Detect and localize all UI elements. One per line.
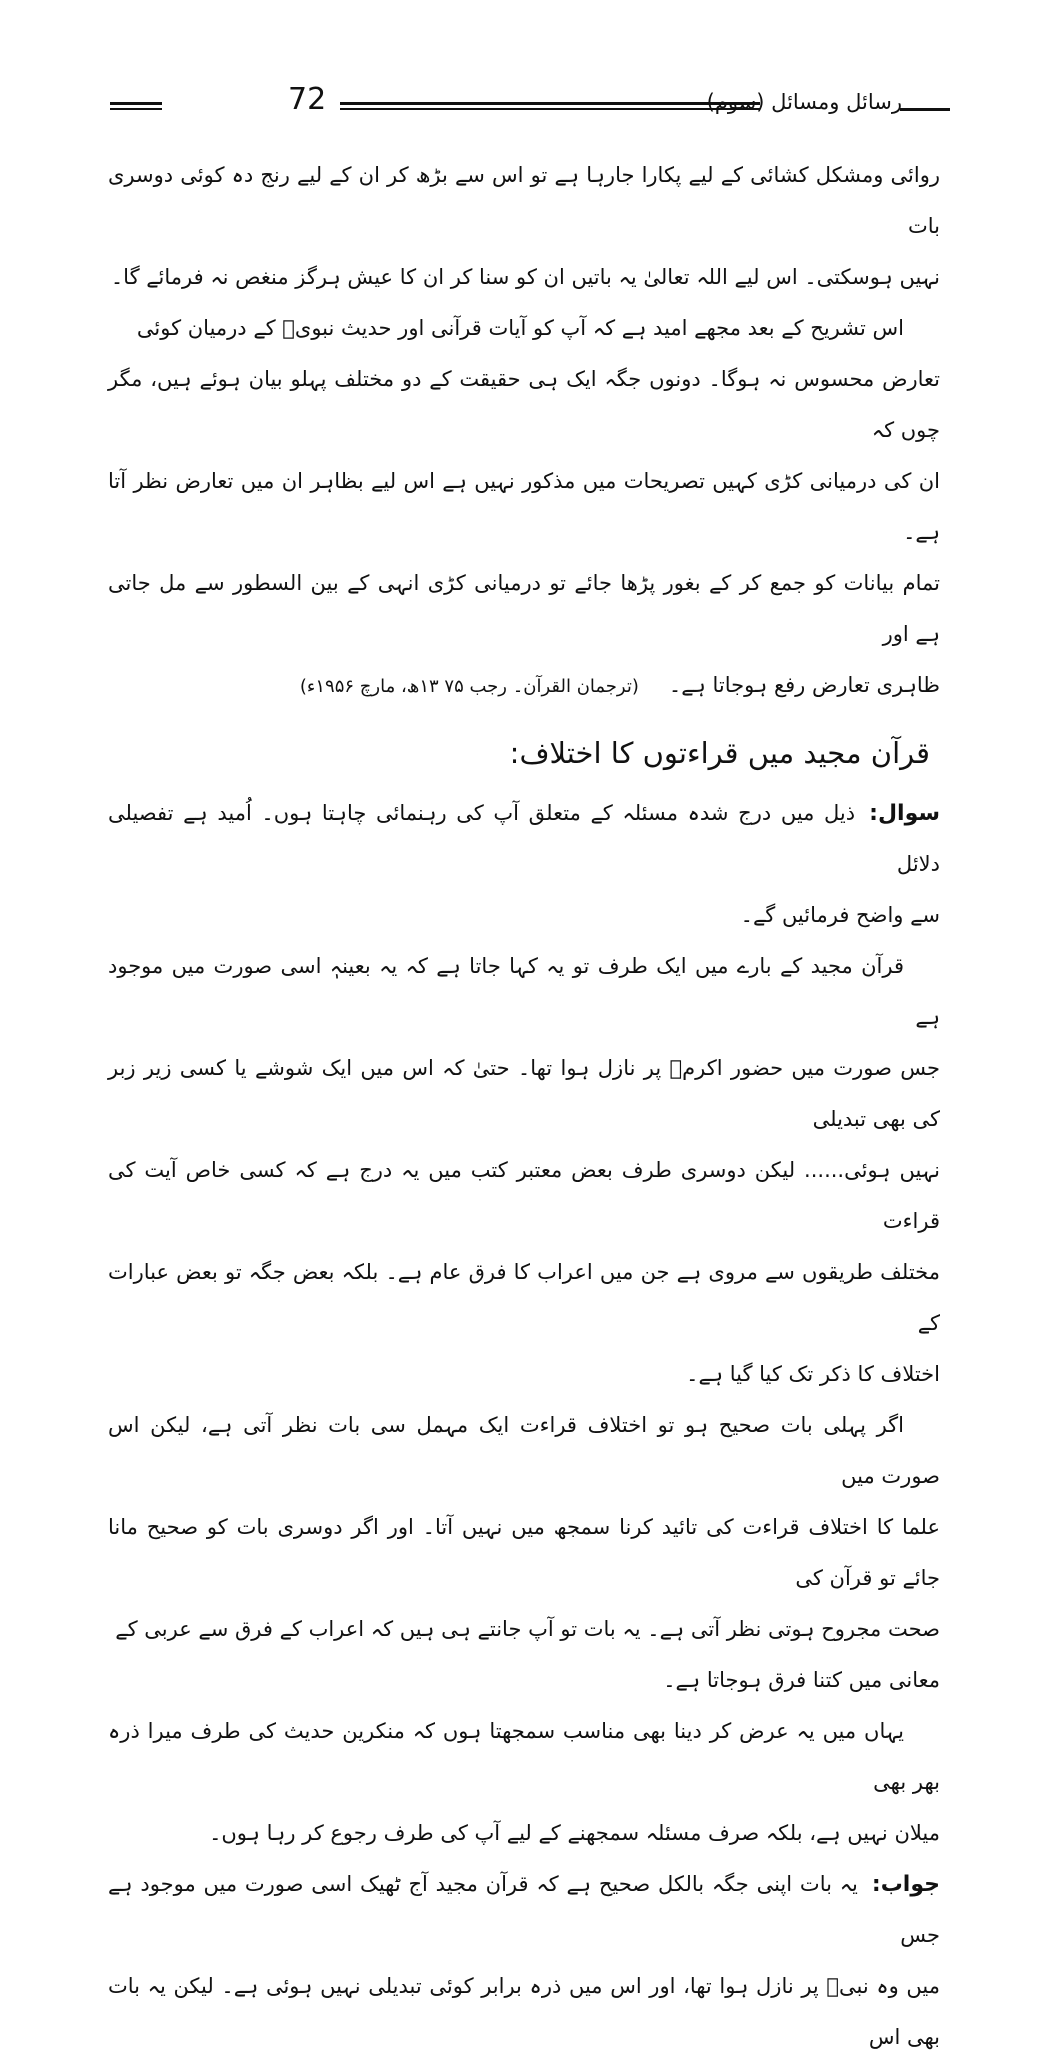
header-rule-left	[110, 102, 162, 105]
text-line: جس صورت میں حضور اکرمؐ پر نازل ہوا تھا۔ حتیٰ کہ اس میں ایک شوشے یا کسی زیر زبر کی بھی تبدیلی	[108, 1056, 940, 1131]
page-body	[108, 150, 940, 2063]
text-line: قرآن مجید کے بارے میں ایک طرف تو یہ کہا جاتا ہے کہ یہ بعینہٖ اسی صورت میں موجود ہے	[108, 954, 940, 1029]
text-line: ذیل میں درج شدہ مسئلہ کے متعلق آپ کی رہنمائی چاہتا ہوں۔ اُمید ہے تفصیلی دلائل	[108, 801, 940, 876]
text-line: نہیں ہوسکتی۔ اس لیے اللہ تعالیٰ یہ باتیں ان کو سنا کر ان کا عیش ہرگز منغص نہ فرمائے گا۔	[110, 265, 940, 289]
text-line: صحت مجروح ہوتی نظر آتی ہے۔ یہ بات تو آپ جانتے ہی ہیں کہ اعراب کے فرق سے عربی کے	[115, 1617, 940, 1641]
text-line: ان کی درمیانی کڑی کہیں تصریحات میں مذکور نہیں ہے اس لیے بظاہر ان میں تعارض نظر آتا ہے۔	[108, 469, 940, 544]
text-line: مختلف طریقوں سے مروی ہے جن میں اعراب کا فرق عام ہے۔ بلکہ بعض جگہ تو بعض عبارات کے	[108, 1260, 940, 1335]
text-line: اگر پہلی بات صحیح ہو تو اختلاف قراءت ایک مہمل سی بات نظر آتی ہے، لیکن اس صورت میں	[108, 1413, 940, 1488]
text-line: یہ بات اپنی جگہ بالکل صحیح ہے کہ قرآن مجید آج ٹھیک اسی صورت میں موجود ہے جس	[108, 1872, 940, 1947]
running-title: رسائل ومسائل (سوم)	[706, 90, 902, 114]
header-rule-right	[900, 108, 950, 111]
text-line: اس تشریح کے بعد مجھے امید ہے کہ آپ کو آیات قرآنی اور حدیث نبویؐ کے درمیان کوئی	[136, 316, 904, 340]
question-line	[108, 788, 940, 890]
text-line: تعارض محسوس نہ ہوگا۔ دونوں جگہ ایک ہی حقیقت کے دو مختلف پہلو بیان ہوئے ہیں، مگر چوں کہ	[108, 367, 940, 442]
header-rule-middle-2	[340, 108, 760, 110]
section-heading: قرآن مجید میں قراءتوں کا اختلاف:	[509, 736, 930, 770]
text-line: معانی میں کتنا فرق ہوجاتا ہے۔	[663, 1668, 940, 1692]
text-line: نہیں ہوئی...... لیکن دوسری طرف بعض معتبر کتب میں یہ درج ہے کہ کسی خاص آیت کی قراءت	[108, 1158, 940, 1233]
text-line: سے واضح فرمائیں گے۔	[740, 903, 940, 927]
answer-line	[108, 1859, 940, 1961]
question-label: سوال:	[869, 801, 940, 826]
text-line-with-citation	[108, 660, 940, 712]
citation: (ترجمان القرآن۔ رجب ۷۵ ۱۳ھ، مارچ ۱۹۵۶ء)	[299, 676, 639, 697]
text-line: روائی ومشکل کشائی کے لیے پکارا جارہا ہے تو اس سے بڑھ کر ان کے لیے رنج دہ کوئی دوسری بات	[108, 163, 940, 238]
text-line: میں وہ نبیؐ پر نازل ہوا تھا، اور اس میں ذرہ برابر کوئی تبدیلی نہیں ہوئی ہے۔ لیکن یہ بات بھی اس	[108, 1974, 940, 2049]
header-rule-left-2	[110, 108, 162, 110]
page-header	[110, 82, 950, 128]
header-rule-middle	[340, 102, 760, 105]
text-line: میلان نہیں ہے، بلکہ صرف مسئلہ سمجھنے کے لیے آپ کی طرف رجوع کر رہا ہوں۔	[209, 1821, 940, 1845]
text-line: اختلاف کا ذکر تک کیا گیا ہے۔	[686, 1362, 940, 1386]
answer-label: جواب:	[871, 1872, 940, 1897]
text-line: تمام بیانات کو جمع کر کے بغور پڑھا جائے تو درمیانی کڑی انہی کے بین السطور سے مل جاتی ہے اور	[108, 571, 940, 646]
text-line: یہاں میں یہ عرض کر دینا بھی مناسب سمجھتا ہوں کہ منکرین حدیث کی طرف میرا ذرہ بھر بھی	[108, 1719, 940, 1794]
page-number: 72	[288, 82, 327, 117]
text-line: علما کا اختلاف قراءت کی تائید کرنا سمجھ میں نہیں آتا۔ اور اگر دوسری بات کو صحیح مانا جائے تو قرآن کی	[108, 1515, 940, 1590]
text-line: ظاہری تعارض رفع ہوجاتا ہے۔	[668, 673, 940, 697]
